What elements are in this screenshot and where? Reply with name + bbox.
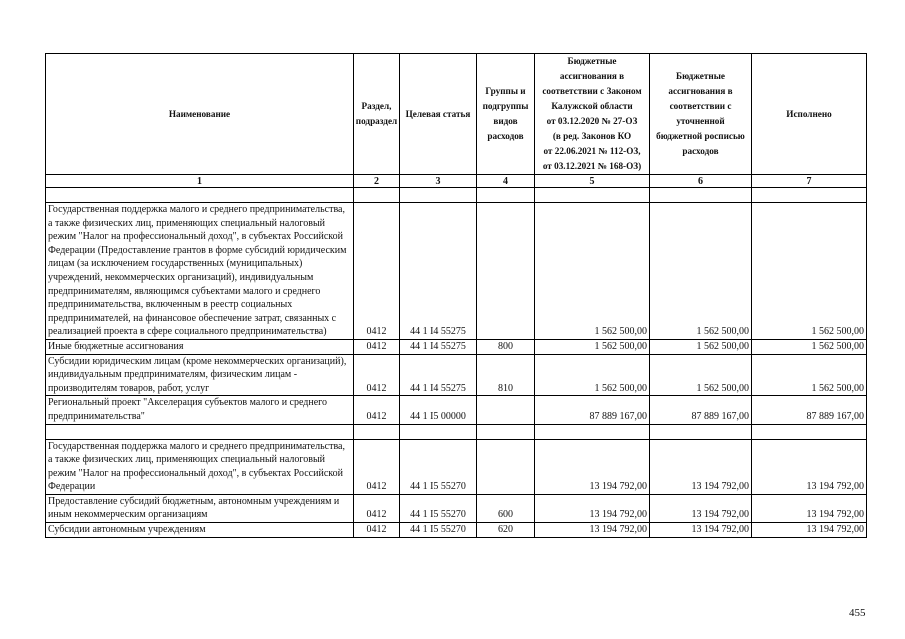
row-section: 0412 bbox=[354, 396, 400, 424]
row-group bbox=[477, 203, 535, 340]
table-row bbox=[46, 354, 867, 396]
row-group bbox=[477, 396, 535, 424]
row-group: 800 bbox=[477, 339, 535, 354]
row-name: Региональный проект "Акселерация субъектов малого и среднего предпринимательства" bbox=[46, 396, 354, 424]
table-row bbox=[46, 203, 867, 340]
row-budget-refined: 87 889 167,00 bbox=[650, 396, 752, 424]
row-target: 44 1 I4 55275 bbox=[400, 354, 477, 396]
header-budget-law-line: от 03.12.2020 № 27-ОЗ bbox=[546, 116, 638, 126]
table-row bbox=[46, 396, 867, 424]
row-name: Предоставление субсидий бюджетным, автономным учреждениям и иным некоммерческим организациям bbox=[46, 494, 354, 522]
header-budget-law-line: соответствии с Законом bbox=[542, 86, 642, 96]
row-name: Государственная поддержка малого и среднего предпринимательства, а также физических лиц, применяющих специальный налоговый режим "Налог на профессиональный доход", в субъектах Российской Федерации (Предоставление грантов в форме субсидий юридическим лицам (за исключением государственных (муниципальных) учреждений, некоммерческих организаций), индивидуальным предпринимателям, являющимся субъектами малого и среднего предпринимательства, включенным в реестр социальных предпринимателей, на финансовое обеспечение затрат, связанных с реализацией проекта в сфере социального предпринимательства) bbox=[46, 203, 354, 340]
row-section: 0412 bbox=[354, 203, 400, 340]
table-row bbox=[46, 523, 867, 538]
header-budget-law-line: от 22.06.2021 № 112-ОЗ, bbox=[543, 146, 641, 156]
column-number: 2 bbox=[354, 175, 400, 188]
row-target: 44 1 I5 55270 bbox=[400, 494, 477, 522]
row-section: 0412 bbox=[354, 523, 400, 538]
row-section: 0412 bbox=[354, 439, 400, 494]
column-number: 1 bbox=[46, 175, 354, 188]
header-budget-law-line: Калужской области bbox=[551, 101, 633, 111]
page-number: 455 bbox=[849, 607, 866, 619]
header-budget-refined-line: уточненной bbox=[676, 116, 725, 126]
table-spacer-row bbox=[46, 188, 867, 203]
table-row bbox=[46, 339, 867, 354]
header-budget-refined-line: Бюджетные bbox=[676, 71, 725, 81]
row-target: 44 1 I5 55270 bbox=[400, 439, 477, 494]
column-number-row bbox=[46, 175, 867, 188]
row-executed: 1 562 500,00 bbox=[752, 354, 867, 396]
table-row bbox=[46, 494, 867, 522]
row-group: 810 bbox=[477, 354, 535, 396]
row-group bbox=[477, 439, 535, 494]
header-budget-refined-line: ассигнования в bbox=[668, 86, 733, 96]
row-budget-refined: 1 562 500,00 bbox=[650, 354, 752, 396]
row-budget-refined: 13 194 792,00 bbox=[650, 439, 752, 494]
row-budget-law: 1 562 500,00 bbox=[535, 203, 650, 340]
row-target: 44 1 I5 00000 bbox=[400, 396, 477, 424]
header-budget-refined-line: бюджетной росписью bbox=[656, 131, 745, 141]
row-budget-law: 1 562 500,00 bbox=[535, 354, 650, 396]
header-name: Наименование bbox=[46, 54, 354, 175]
row-executed: 1 562 500,00 bbox=[752, 339, 867, 354]
row-budget-law: 13 194 792,00 bbox=[535, 439, 650, 494]
header-budget-law-line: от 03.12.2021 № 168-ОЗ) bbox=[542, 161, 642, 171]
table-row bbox=[46, 439, 867, 494]
header-budget-law-line: ассигнования в bbox=[559, 71, 625, 81]
row-group: 620 bbox=[477, 523, 535, 538]
row-executed: 1 562 500,00 bbox=[752, 203, 867, 340]
header-budget-refined-line: соответствии с bbox=[669, 101, 732, 111]
header-budget-law-line: Бюджетные bbox=[567, 56, 617, 66]
column-number: 7 bbox=[752, 175, 867, 188]
header-target-article: Целевая статья bbox=[400, 54, 477, 175]
row-target: 44 1 I5 55270 bbox=[400, 523, 477, 538]
row-name: Субсидии юридическим лицам (кроме некоммерческих организаций), индивидуальным предпринимателям, физическим лицам - производителям товаров, работ, услуг bbox=[46, 354, 354, 396]
row-name: Субсидии автономным учреждениям bbox=[46, 523, 354, 538]
column-number: 5 bbox=[535, 175, 650, 188]
header-budget-law bbox=[535, 54, 650, 175]
row-executed: 13 194 792,00 bbox=[752, 439, 867, 494]
header-budget-refined-line: расходов bbox=[682, 146, 719, 156]
header-executed: Исполнено bbox=[752, 54, 867, 175]
header-row bbox=[46, 54, 867, 175]
row-budget-refined: 1 562 500,00 bbox=[650, 203, 752, 340]
row-budget-law: 13 194 792,00 bbox=[535, 523, 650, 538]
row-executed: 13 194 792,00 bbox=[752, 494, 867, 522]
header-expense-groups: Группы и подгруппы видов расходов bbox=[477, 54, 535, 175]
row-budget-refined: 13 194 792,00 bbox=[650, 494, 752, 522]
row-budget-law: 13 194 792,00 bbox=[535, 494, 650, 522]
row-name: Государственная поддержка малого и среднего предпринимательства, а также физических лиц, применяющих специальный налоговый режим "Налог на профессиональный доход", в субъектах Российской Федерации bbox=[46, 439, 354, 494]
row-budget-refined: 13 194 792,00 bbox=[650, 523, 752, 538]
row-executed: 87 889 167,00 bbox=[752, 396, 867, 424]
budget-execution-table bbox=[45, 53, 867, 538]
row-budget-law: 1 562 500,00 bbox=[535, 339, 650, 354]
header-budget-law-line: (в ред. Законов КО bbox=[552, 131, 632, 141]
column-number: 3 bbox=[400, 175, 477, 188]
header-section: Раздел, подраздел bbox=[354, 54, 400, 175]
row-executed: 13 194 792,00 bbox=[752, 523, 867, 538]
row-group: 600 bbox=[477, 494, 535, 522]
column-number: 6 bbox=[650, 175, 752, 188]
row-budget-refined: 1 562 500,00 bbox=[650, 339, 752, 354]
row-target: 44 1 I4 55275 bbox=[400, 339, 477, 354]
row-budget-law: 87 889 167,00 bbox=[535, 396, 650, 424]
row-section: 0412 bbox=[354, 494, 400, 522]
row-name: Иные бюджетные ассигнования bbox=[46, 339, 354, 354]
header-budget-refined bbox=[650, 54, 752, 175]
row-target: 44 1 I4 55275 bbox=[400, 203, 477, 340]
table-spacer-row bbox=[46, 424, 867, 439]
row-section: 0412 bbox=[354, 354, 400, 396]
column-number: 4 bbox=[477, 175, 535, 188]
row-section: 0412 bbox=[354, 339, 400, 354]
